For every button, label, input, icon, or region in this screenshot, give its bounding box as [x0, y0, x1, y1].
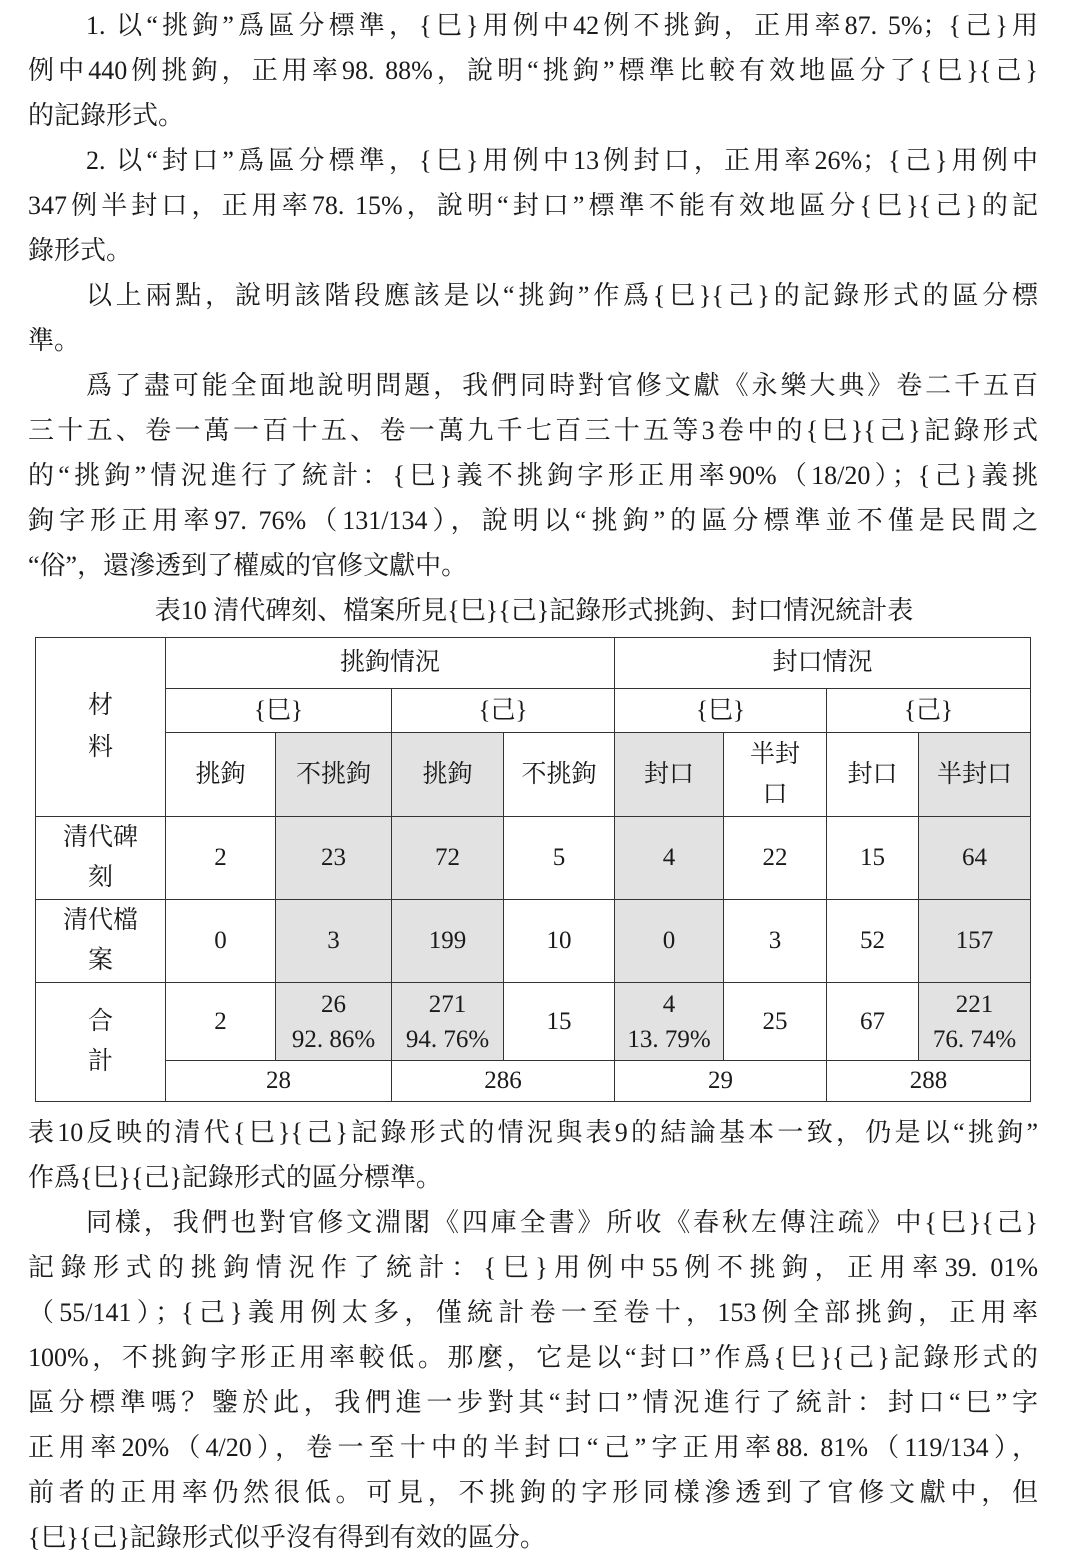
table-cell: 52: [827, 900, 919, 983]
paragraph-line: 準。: [28, 326, 81, 355]
table-cell: [392, 983, 504, 1061]
cell-text-line: 材: [87, 692, 113, 719]
cell-text-line: 221: [955, 990, 994, 1018]
cell-text-line: 清代檔: [62, 907, 138, 934]
header-row: [36, 689, 1031, 733]
table-cell: 23: [276, 817, 392, 900]
cell-text-line: 清代碑: [62, 824, 138, 851]
table-row: [36, 900, 1031, 983]
paragraph-line: 同樣，我們也對官修文淵閣《四庫全書》所收《春秋左傳注疏》中{巳}{己}: [86, 1208, 1038, 1237]
cell-text-line: 口: [762, 780, 788, 808]
total-cell: 288: [827, 1061, 1031, 1102]
table-cell: 0: [615, 900, 724, 983]
paragraph-line: 記錄形式的挑鉤情況作了統計：{巳}用例中55例不挑鉤，正用率39. 01%: [28, 1253, 1038, 1282]
cell-text-line: 2: [214, 1008, 227, 1035]
table-cell: 0: [166, 900, 276, 983]
sub-header: 挑鉤: [166, 733, 276, 817]
row-label: [36, 817, 166, 900]
statistics-table: [35, 637, 1031, 1102]
cell-text-line: 94. 76%: [405, 1025, 490, 1053]
paragraph-line: 前者的正用率仍然很低。可見，不挑鉤的字形同樣滲透到了官修文獻中，但: [28, 1478, 1038, 1507]
group-header: 封口情況: [615, 638, 1031, 689]
table-cell: 3: [724, 900, 827, 983]
paragraph-line: 以上兩點，說明該階段應該是以“挑鉤”作爲{巳}{己}的記錄形式的區分標: [86, 281, 1038, 310]
cell-text-line: 26: [321, 990, 346, 1018]
table-cell: [724, 983, 827, 1061]
row-label: [36, 900, 166, 983]
cell-text-line: 13. 79%: [627, 1025, 711, 1053]
sub-header: [724, 733, 827, 817]
sub-header: 挑鉤: [392, 733, 504, 817]
char-header: {己}: [827, 689, 1031, 733]
paragraph-line: {巳}{己}記錄形式似乎沒有得到有效的區分。: [28, 1523, 546, 1552]
total-cell: 286: [392, 1061, 615, 1102]
table-cell: 72: [392, 817, 504, 900]
paragraph-line: 的記錄形式。: [28, 101, 185, 130]
table-cell: [615, 983, 724, 1061]
cell-text-line: 計: [87, 1048, 113, 1075]
paragraph-line: 區分標準嗎？鑒於此，我們進一步對其“封口”情況進行了統計：封口“巳”字: [28, 1388, 1038, 1417]
paragraph-line: 347例半封口，正用率78. 15%，說明“封口”標準不能有效地區分{巳}{己}的記: [28, 191, 1038, 220]
totals-row: [36, 1061, 1031, 1102]
header-row: [36, 733, 1031, 817]
paragraph-line: 三十五、卷一萬一百十五、卷一萬九千七百三十五等3卷中的{巳}{己}記錄形式: [28, 416, 1038, 445]
table-cell: 4: [615, 817, 724, 900]
table-caption: 表10 清代碑刻、檔案所見{巳}{己}記錄形式挑鉤、封口情況統計表: [154, 596, 914, 625]
sub-header: 半封口: [919, 733, 1031, 817]
total-cell: 28: [166, 1061, 392, 1102]
char-header: {己}: [392, 689, 615, 733]
cell-text-line: 料: [87, 734, 113, 761]
paragraph-line: 作爲{巳}{己}記錄形式的區分標準。: [28, 1163, 442, 1192]
paragraph-line: 錄形式。: [28, 236, 133, 265]
paragraph-line: 2. 以“封口”爲區分標準，{巳}用例中13例封口，正用率26%；{己}用例中: [86, 146, 1038, 175]
paragraph-line: 爲了盡可能全面地說明問題，我們同時對官修文獻《永樂大典》卷二千五百: [86, 371, 1038, 400]
table-cell: 3: [276, 900, 392, 983]
material-header: [36, 638, 166, 817]
table-cell: 2: [166, 817, 276, 900]
sub-header: 封口: [615, 733, 724, 817]
body-text-bottom: [28, 1110, 1038, 1560]
cell-text-line: 4: [662, 990, 676, 1018]
paragraph-line: 的“挑鉤”情況進行了統計：{巳}義不挑鉤字形正用率90%（18/20）；{己}義挑: [28, 461, 1038, 490]
cell-text-line: 案: [87, 947, 113, 974]
table-cell: [166, 983, 276, 1061]
char-header: {巳}: [166, 689, 392, 733]
table-cell: 15: [827, 817, 919, 900]
table-cell: 22: [724, 817, 827, 900]
table-cell: 157: [919, 900, 1031, 983]
table-cell: [276, 983, 392, 1061]
paragraph-line: 表10反映的清代{巳}{己}記錄形式的情況與表9的結論基本一致，仍是以“挑鉤”: [28, 1118, 1038, 1147]
cell-text-line: 合: [87, 1008, 113, 1035]
group-header: 挑鉤情況: [166, 638, 615, 689]
table-cell: 199: [392, 900, 504, 983]
row-label: [36, 983, 166, 1102]
table-cell: [504, 983, 615, 1061]
total-cell: 29: [615, 1061, 827, 1102]
cell-text-line: 271: [428, 990, 467, 1018]
body-text-top: [28, 3, 1038, 588]
paragraph-line: 例中440例挑鉤，正用率98. 88%，說明“挑鉤”標準比較有效地區分了{巳}{己}: [28, 56, 1038, 85]
table-row: [36, 817, 1031, 900]
sum-row: [36, 983, 1031, 1061]
sub-header: 封口: [827, 733, 919, 817]
paragraph-line: 鉤字形正用率97. 76%（131/134），說明以“挑鉤”的區分標準並不僅是民間之: [28, 506, 1038, 535]
sub-header: 不挑鉤: [504, 733, 615, 817]
cell-text-line: 25: [762, 1008, 788, 1035]
paragraph-line: “俗”，還滲透到了權威的官修文獻中。: [28, 551, 468, 580]
table-cell: 5: [504, 817, 615, 900]
paragraph-line: （55/141）；{己}義用例太多，僅統計卷一至卷十，153例全部挑鉤，正用率: [28, 1298, 1038, 1327]
sub-header: 不挑鉤: [276, 733, 392, 817]
table-cell: 64: [919, 817, 1031, 900]
char-header: {巳}: [615, 689, 827, 733]
header-row: [36, 638, 1031, 689]
table-cell: 10: [504, 900, 615, 983]
paragraph-line: 1. 以“挑鉤”爲區分標準，{巳}用例中42例不挑鉤，正用率87. 5%；{己}用: [86, 11, 1038, 40]
cell-text-line: 刻: [87, 864, 113, 891]
cell-text-line: 半封: [750, 740, 801, 768]
table-cell: [919, 983, 1031, 1061]
cell-text-line: 92. 86%: [291, 1025, 376, 1053]
paragraph-line: 正用率20%（4/20），卷一至十中的半封口“己”字正用率88. 81%（119/134），: [28, 1433, 1038, 1462]
cell-text-line: 76. 74%: [932, 1025, 1017, 1053]
table-cell: [827, 983, 919, 1061]
cell-text-line: 67: [860, 1008, 886, 1035]
paragraph-line: 100%，不挑鉤字形正用率較低。那麼，它是以“封口”作爲{巳}{己}記錄形式的: [28, 1343, 1038, 1372]
cell-text-line: 15: [546, 1008, 572, 1035]
